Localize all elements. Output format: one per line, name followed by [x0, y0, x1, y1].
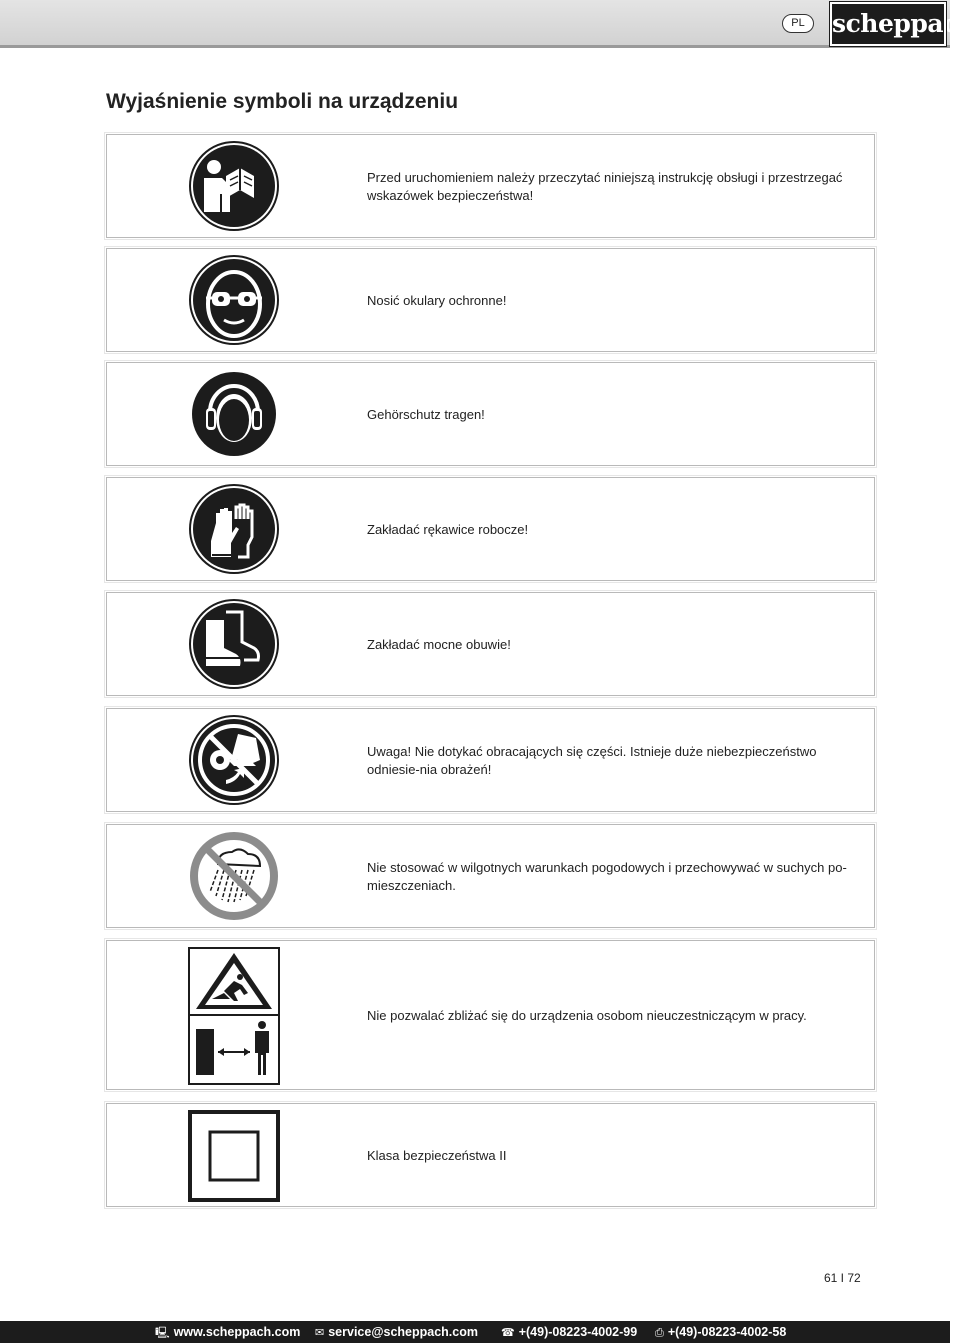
- symbol-row: [106, 477, 875, 581]
- brand-logo: scheppach: [830, 2, 946, 46]
- protection-class-ii-icon: [188, 1110, 280, 1202]
- page-title: Wyjaśnienie symboli na urządzeniu: [106, 90, 459, 113]
- no-touch-rotating-parts-icon: [188, 714, 280, 806]
- symbol-description: Uwaga! Nie dotykać obracających się części. Istnieje duże niebezpieczeństwo odniesie-nia obrażeń!: [367, 744, 817, 777]
- symbol-row: [106, 592, 875, 696]
- mail-icon: ✉: [315, 1326, 325, 1339]
- phone-icon: ☎: [501, 1326, 515, 1339]
- read-manual-icon: [188, 140, 280, 232]
- keep-distance-icon: [188, 947, 280, 1085]
- symbol-description: Przed uruchomieniem należy przeczytać niniejszą instrukcję obsługi i przestrzegać wskazówek bezpieczeństwa!: [367, 170, 843, 203]
- symbol-description: Nie stosować w wilgotnych warunkach pogodowych i przechowywać w suchych po-mieszczeniach.: [367, 860, 847, 893]
- page-number: 61 I 72: [824, 1271, 861, 1285]
- footer-website[interactable]: 🖳 www.scheppach.com: [155, 1325, 301, 1339]
- computer-icon: 🖳: [155, 1326, 170, 1339]
- safety-boots-icon: [188, 598, 280, 690]
- header-bar: [0, 0, 975, 48]
- symbol-description: Nosić okulary ochronne!: [367, 293, 507, 308]
- footer-email[interactable]: ✉ service@scheppach.com: [315, 1325, 478, 1339]
- footer-fax: ⎙ +(49)-08223-4002-58: [655, 1325, 787, 1339]
- symbol-description: Zakładać mocne obuwie!: [367, 637, 511, 652]
- footer-bar: [0, 1321, 950, 1343]
- symbol-row: [106, 248, 875, 352]
- language-badge: PL: [782, 14, 814, 33]
- symbol-row: [106, 940, 875, 1090]
- symbol-row: [106, 824, 875, 928]
- gloves-icon: [188, 483, 280, 575]
- symbol-row: [106, 1103, 875, 1207]
- safety-goggles-icon: [188, 254, 280, 346]
- symbol-description: Nie pozwalać zbliżać się do urządzenia osobom nieuczestniczącym w pracy.: [367, 1008, 807, 1023]
- ear-protection-icon: [188, 368, 280, 460]
- footer-phone: ☎ +(49)-08223-4002-99: [501, 1325, 638, 1339]
- symbol-row: [106, 134, 875, 238]
- symbol-description: Klasa bezpieczeństwa II: [367, 1148, 507, 1163]
- symbol-description: Gehörschutz tragen!: [367, 407, 485, 422]
- no-rain-icon: [188, 830, 280, 922]
- symbol-description: Zakładać rękawice robocze!: [367, 522, 529, 537]
- fax-icon: ⎙: [655, 1326, 664, 1339]
- symbol-row: [106, 708, 875, 812]
- symbol-row: [106, 362, 875, 466]
